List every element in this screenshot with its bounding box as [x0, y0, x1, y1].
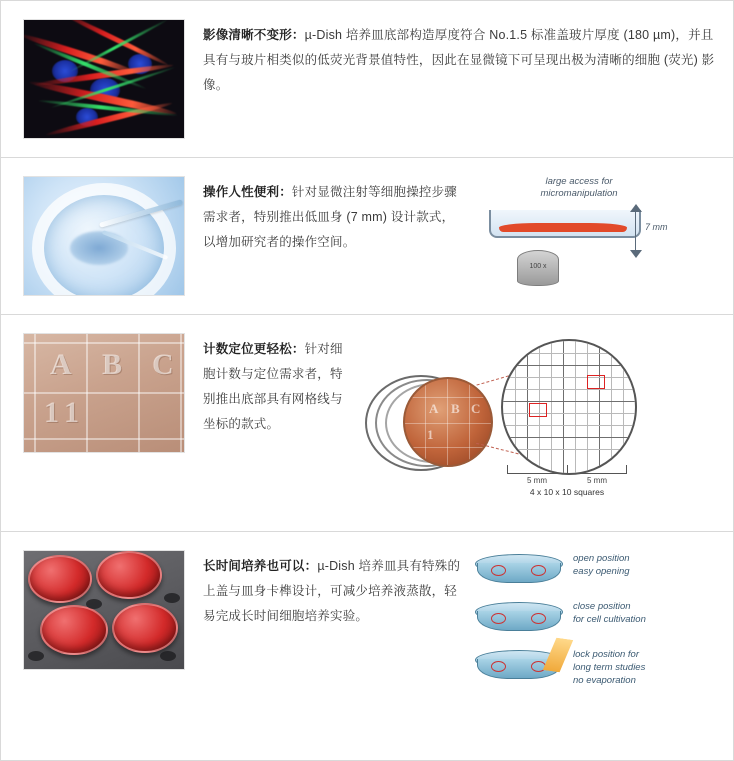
feature-body: 针对显微注射等细胞操控步骤需求者，特别推出低皿身 (7 mm) 设计款式，以增加研究者的操作空间。 [203, 185, 458, 249]
feature-lead: 计数定位更轻松： [203, 342, 305, 356]
feature-row [1, 532, 733, 718]
lid-state-text [573, 601, 646, 627]
state-title: lock position for [573, 649, 640, 660]
scale-label-left: 5 mm [527, 476, 547, 485]
lid-state-row [471, 646, 709, 688]
feature-body: µ-Dish 培养皿具有特殊的上盖与皿身卡榫设计，可减少培养液蒸散，轻易完成长时间细胞培养实验。 [203, 559, 461, 623]
microinjection-photo [23, 176, 185, 296]
culture-dishes-photo [23, 550, 185, 670]
feature-body: 针对细胞计数与定位需求者，特别推出底部具有网格线与坐标的款式。 [203, 342, 343, 431]
feature-text [203, 19, 717, 139]
feature-body: µ-Dish 培养皿底部构造厚度符合 No.1.5 标准盖玻片厚度 (180 µm)，并且具有与玻片相类似的低荧光背景值特性，因此在显微镜下可呈现出极为清晰的细胞 (荧光) 影像。 [203, 28, 715, 92]
state-subtitle: long term studies [573, 661, 646, 673]
dish-lid-closed-icon [475, 602, 561, 632]
feature-text [203, 333, 353, 513]
state-subtitle: for cell cultivation [573, 613, 646, 625]
fluorescence-cells-image [23, 19, 185, 139]
feature-row [1, 1, 733, 158]
caption-line-2: micromanipulation [540, 188, 618, 200]
feature-lead: 影像清晰不变形： [203, 28, 305, 42]
height-line [635, 210, 636, 254]
feature-row [1, 158, 733, 315]
feature-text [203, 550, 461, 700]
height-label: 7 mm [645, 222, 668, 232]
lid-positions-diagram [471, 550, 709, 700]
scale-bar-shape [507, 465, 627, 474]
state-title: open position [573, 553, 630, 564]
arrow-up-icon [630, 204, 642, 212]
grid-zoom-diagram [363, 333, 643, 513]
squares-label: 4 x 10 x 10 squares [529, 487, 605, 497]
feature-lead: 长时间培养也可以： [203, 559, 318, 573]
arrow-down-icon [630, 250, 642, 258]
dish-lid-open-icon [475, 554, 561, 584]
lid-state-text [573, 553, 630, 579]
state-subtitle-2: no evaporation [573, 674, 636, 686]
objective-lens-icon [517, 250, 559, 286]
state-subtitle: easy opening [573, 565, 630, 577]
caption-line-1: large access for [545, 176, 613, 187]
grid-dish-photo: A B C 1 1 [23, 333, 185, 453]
scale-label-right: 5 mm [587, 476, 607, 485]
feature-row [1, 315, 733, 532]
height-indicator [621, 206, 679, 266]
scale-bar [507, 465, 627, 497]
lid-state-row [471, 550, 709, 592]
dish-sample-area: A B C 1 [403, 377, 493, 467]
state-title: close position [573, 601, 631, 612]
low-wall-diagram [471, 176, 681, 296]
feature-lead: 操作人性便利： [203, 185, 292, 199]
lid-state-text [573, 649, 645, 687]
diagram-caption [489, 176, 669, 201]
objective-label: 100 x [529, 263, 547, 270]
magnified-grid-view [501, 339, 637, 475]
lid-state-row [471, 598, 709, 640]
medium-layer [499, 223, 627, 232]
feature-text [203, 176, 461, 296]
